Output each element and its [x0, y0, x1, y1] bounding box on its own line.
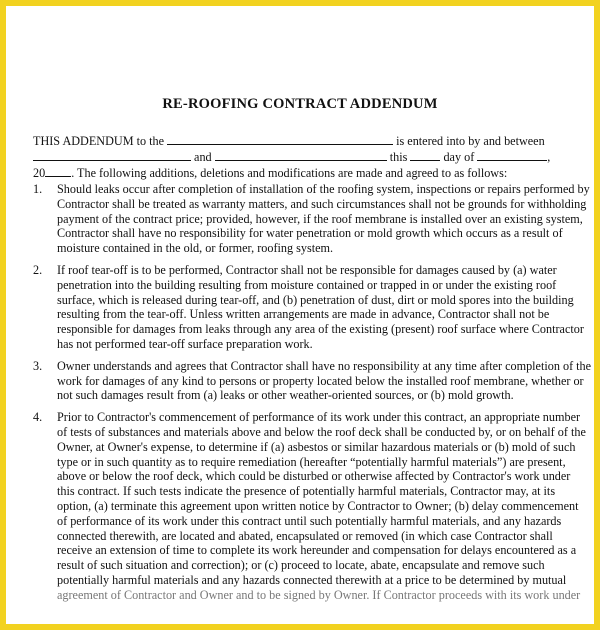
intro-line-3 — [33, 165, 573, 181]
item-line: above or below the roof deck, which could be disturbed or otherwise affected by Contractor's work under — [57, 469, 571, 484]
intro-text-rest: . The following additions, deletions and modifications are made and agreed to as follows: — [71, 166, 508, 181]
item-line: surface, which is released during tear-off, and (b) penetration of dust, dirt or mold spores into the building — [57, 292, 574, 307]
addendum-item-4 — [33, 410, 586, 602]
item-line: Contractor shall have no responsibility for water penetration or mold growth which occurs as a result of — [57, 226, 563, 241]
item-line: work for damages of any kind to persons or property located below the installed roof membrane, whether or — [57, 373, 584, 388]
addendum-item-1 — [33, 182, 590, 256]
item-line: this contract. If such tests indicate the presence of potentially harmful materials, Contractor may, at its — [57, 484, 556, 499]
item-line: option, (a) terminate this agreement upon written notice by Contractor to Owner; (b) delay commencement — [57, 498, 579, 513]
item-line: has not performed tear-off surface preparation work. — [57, 336, 313, 351]
item-line: moisture contained in the old, or former, roofing system. — [57, 241, 334, 256]
intro-text-end: is entered into by and between — [396, 134, 545, 148]
intro-comma: , — [547, 150, 551, 165]
item-line: If roof tear-off is to be performed, Contractor shall not be responsible for damages caused by (a) water — [57, 262, 557, 277]
addendum-item-3 — [33, 358, 592, 403]
item-line: connected therewith, are located and abated, encapsulated or removed (in which case Contractor shall — [57, 528, 553, 543]
intro-line-2 — [33, 149, 573, 165]
item-line: result of such situation and correction); or (c) proceed to locate, abate, encapsulate and remove such — [57, 558, 545, 573]
intro-and: and — [194, 150, 212, 165]
item-line: potentially harmful materials and any hazards connected therewith at a price to be determined by mutual — [57, 572, 567, 587]
document-page — [6, 6, 594, 624]
item-line: responsible for damages from leaks through any area of the existing (present) roof surface where Contractor — [57, 322, 584, 337]
item-line: receive an extension of time to complete its work hereunder and compensation for delays encountered as a — [57, 543, 577, 558]
item-line: Owner, at Owner's expense, to determine if (a) asbestos or similar hazardous materials or (b) mold of such — [57, 439, 576, 454]
intro-text-start: THIS ADDENDUM to the — [33, 134, 165, 148]
contract-name-blank — [167, 133, 393, 145]
item-line: resulting from the tear-off. Unless written arrangements are made in advance, Contractor shall not be — [57, 307, 550, 322]
year-blank — [45, 165, 71, 177]
item-line: of performance of its work under this contract until such potentially harmful materials, and any hazards — [57, 513, 562, 528]
item-line: Should leaks occur after completion of installation of the roofing system, inspections or repairs performed by — [57, 182, 590, 196]
addendum-intro — [33, 133, 573, 182]
party-two-blank — [215, 149, 387, 161]
item-line: Owner understands and agrees that Contractor shall have no responsibility at any time after completion of the — [57, 358, 592, 373]
item-number: 1. — [33, 182, 43, 196]
month-blank — [477, 149, 547, 161]
item-line-cut-off: agreement of Contractor and Owner and to be signed by Owner. If Contractor proceeds with its work under — [57, 587, 581, 602]
document-title: RE-ROOFING CONTRACT ADDENDUM — [162, 96, 438, 112]
intro-day-of: day of — [443, 150, 475, 165]
item-line: type or in such quantity as to require remediation (hereafter “potentially harmful materials”) are present, — [57, 454, 566, 469]
item-line: of tests of substances and materials above and below the roof deck shall be conducted by, or on behalf of the — [57, 424, 586, 439]
item-line: penetration into the building resulting from moisture contained or trapped in or under the existing roof — [57, 277, 557, 292]
party-one-blank — [33, 149, 191, 161]
item-line: not such damages result from (a) leaks or other weather-oriented sources, or (b) mold growth. — [57, 388, 514, 403]
item-number: 2. — [33, 262, 43, 277]
day-blank — [410, 149, 440, 161]
item-line: Contractor shall be treated as warranty matters, and such circumstances shall not be grounds for withholding — [57, 196, 587, 211]
intro-line-1 — [33, 133, 573, 149]
addendum-items — [33, 182, 592, 610]
item-number: 3. — [33, 358, 43, 373]
intro-this: this — [389, 150, 408, 165]
year-prefix: 20 — [33, 166, 46, 181]
item-number: 4. — [33, 410, 43, 425]
item-line: payment of the contract price; provided, however, if the roof membrane is installed over an existing system, — [57, 211, 583, 226]
addendum-item-2 — [33, 262, 584, 352]
item-line: Prior to Contractor's commencement of performance of its work under this contract, an appropriate number — [57, 410, 581, 425]
